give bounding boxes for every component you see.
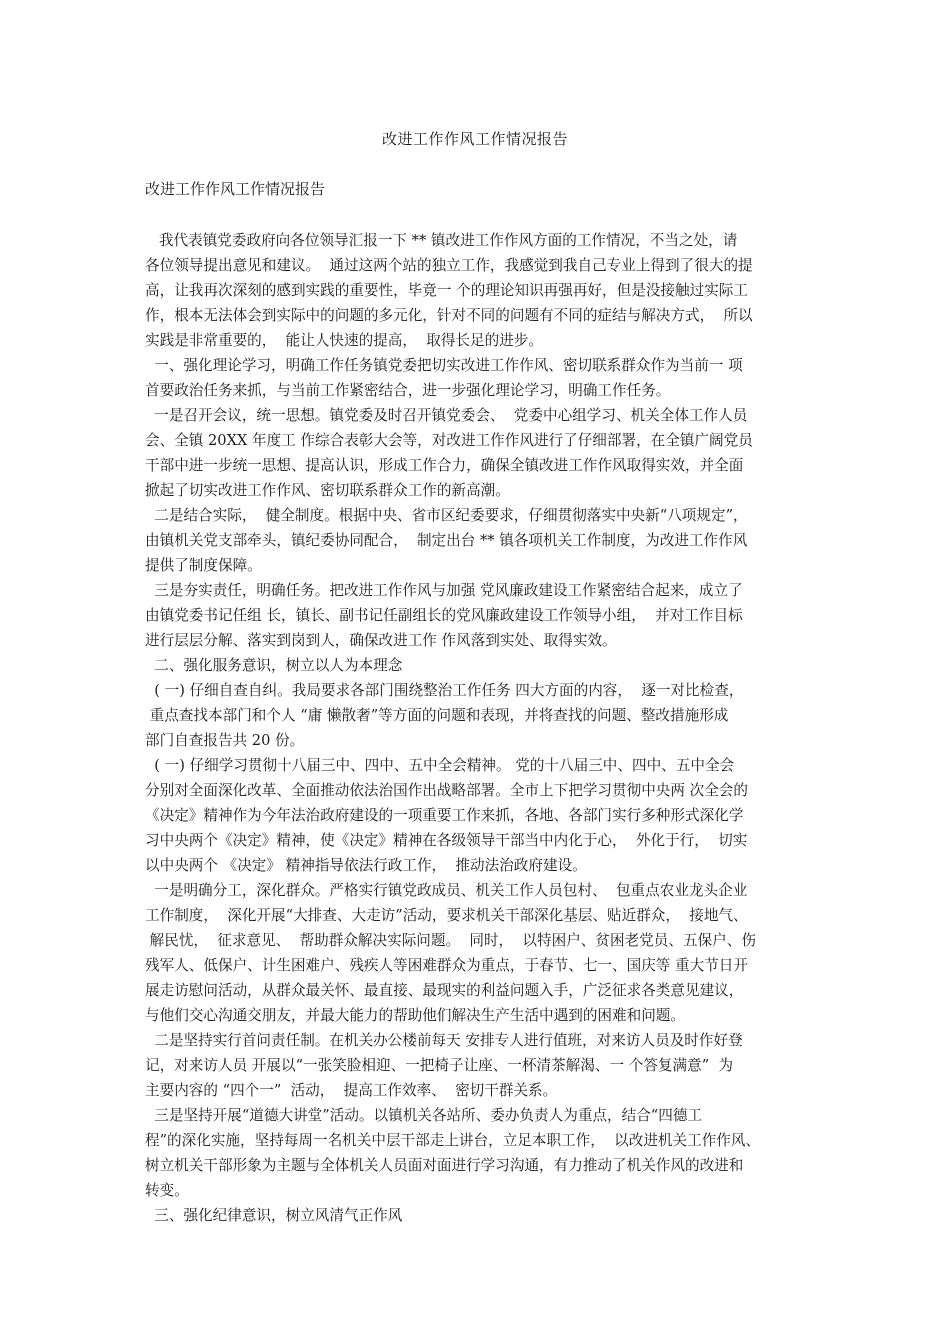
- body-line: 以中央两个 《决定》 精神指导依法行政工作， 推动法治政府建设。: [145, 857, 587, 874]
- body-line: 各位领导提出意见和建议。 通过这两个站的独立工作，我感觉到我自己专业上得到了很大的提: [145, 257, 753, 274]
- body-line: 展走访慰问活动，从群众最关怀、最直接、最现实的利益问题入手，广泛征求各类意见建议，: [145, 982, 744, 999]
- body-line: 高，让我再次深刻的感到实践的重要性，毕竟一 个的理论知识再强再好，但是没接触过实际工: [145, 282, 748, 299]
- document-body: [145, 228, 810, 1228]
- body-line: 与他们交心沟通交朋友，并最大能力的帮助他们解决生产生活中遇到的困难和问题。: [145, 1007, 685, 1024]
- document-subtitle: 改进工作作风工作情况报告: [145, 180, 326, 198]
- body-line: 解民忧， 征求意见、 帮助群众解决实际问题。 同时， 以特困户、贫困老党员、五保户、伤: [145, 932, 756, 949]
- body-line: ( 一) 仔细自查自纠。我局要求各部门围绕整治工作任务 四大方面的内容， 逐一对比检查，: [145, 682, 744, 699]
- body-line: 二、强化服务意识，树立以人为本理念: [145, 657, 403, 674]
- body-line: 我代表镇党委政府向各位领导汇报一下 ** 镇改进工作作风方面的工作情况，不当之处，请: [145, 232, 738, 249]
- body-line: 树立机关干部形象为主题与全体机关人员面对面进行学习沟通，有力推动了机关作风的改进和: [145, 1157, 744, 1174]
- body-line: 程”的深化实施，坚持每周一名机关中层干部走上讲台，立足本职工作， 以改进机关工作作风、: [145, 1132, 761, 1149]
- body-line: 干部中进一步统一思想、提高认识，形成工作合力，确保全镇改进工作作风取得实效，并全面: [145, 457, 744, 474]
- body-line: 掀起了切实改进工作作风、密切联系群众工作的新高潮。: [145, 482, 510, 499]
- body-line: 首要政治任务来抓，与当前工作紧密结合，进一步强化理论学习，明确工作任务。: [145, 382, 671, 399]
- body-line: 二是坚持实行首问责任制。在机关办公楼前每天 安排专人进行值班，对来访人员及时作好登: [145, 1032, 743, 1049]
- body-line: 部门自查报告共 20 份。: [145, 732, 305, 749]
- body-line: 分别对全面深化改革、全面推动依法治国作出战略部署。全市上下把学习贯彻中央两 次全会的: [145, 782, 748, 799]
- body-line: 三是夯实责任，明确任务。把改进工作作风与加强 党风廉政建设工作紧密结合起来，成立了: [145, 582, 743, 599]
- body-line: 进行层层分解、落实到岗到人，确保改进工作 作风落到实处、取得实效。: [145, 632, 617, 649]
- body-line: 主要内容的 “四个一” 活动， 提高工作效率、 密切干群关系。: [145, 1082, 558, 1099]
- body-line: 习中央两个《决定》精神，使《决定》精神在各级领导干部当中内化于心， 外化于行， 切实: [145, 832, 748, 849]
- body-line: ( 一) 仔细学习贯彻十八届三中、四中、五中全会精神。 党的十八届三中、四中、五中全会: [145, 757, 735, 774]
- body-line: 转变。: [145, 1182, 189, 1199]
- body-line: 会、全镇 20XX 年度工 作综合表彰大会等，对改进工作作风进行了仔细部署，在全镇广阔党员: [145, 432, 753, 449]
- body-line: 工作制度， 深化开展“大排查、大走访”活动，要求机关干部深化基层、贴近群众， 接地气、: [145, 907, 748, 924]
- body-line: 一是明确分工，深化群众。严格实行镇党政成员、机关工作人员包村、 包重点农业龙头企业: [145, 882, 748, 899]
- body-line: 一是召开会议，统一思想。镇党委及时召开镇党委会、 党委中心组学习、机关全体工作人员: [145, 407, 748, 424]
- document-title: 改进工作作风工作情况报告: [381, 130, 568, 148]
- body-line: 《决定》精神作为今年法治政府建设的一项重要工作来抓，各地、各部门实行多种形式深化学: [145, 807, 744, 824]
- body-line: 一、强化理论学习，明确工作任务镇党委把切实改进工作作风、密切联系群众作为当前一 项: [145, 357, 743, 374]
- body-line: 提供了制度保障。: [145, 557, 262, 574]
- body-line: 由镇党委书记任组 长，镇长、副书记任副组长的党风廉政建设工作领导小组， 并对工作目标: [145, 607, 743, 624]
- body-line: 实践是非常重要的， 能让人快速的提高， 取得长足的进步。: [145, 332, 543, 349]
- body-line: 记，对来访人员 开展以“一张笑脸相迎、一把椅子让座、一杯清茶解渴、一 个答复满意” 为: [145, 1057, 734, 1074]
- body-line: 三、强化纪律意识，树立风清气正作风: [145, 1207, 403, 1224]
- body-line: 残军人、低保户、计生困难户、残疾人等困难群众为重点，于春节、七一、国庆等 重大节日开: [145, 957, 748, 974]
- body-line: 作，根本无法体会到实际中的问题的多元化，针对不同的问题有不同的症结与解决方式， 所以: [145, 307, 753, 324]
- body-line: 二是结合实际， 健全制度。根据中央、省市区纪委要求，仔细贯彻落实中央新“八项规定”，: [145, 507, 748, 524]
- body-line: 由镇机关党支部牵头，镇纪委协同配合， 制定出台 ** 镇各项机关工作制度，为改进工作作风: [145, 532, 748, 549]
- body-line: 三是坚持开展“道德大讲堂”活动。以镇机关各站所、委办负责人为重点，结合“四德工: [145, 1107, 703, 1124]
- body-line: 重点查找本部门和个人 “庸 懒散奢”等方面的问题和表现，并将查找的问题、整改措施形成: [145, 707, 729, 724]
